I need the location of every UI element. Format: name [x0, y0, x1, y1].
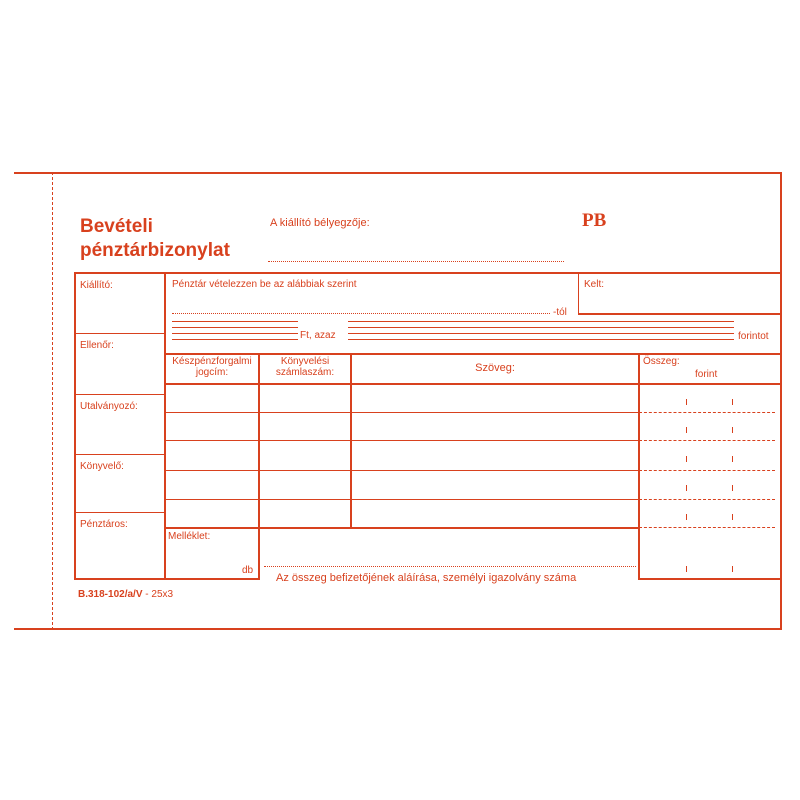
column-header-text: Szöveg: [475, 362, 515, 374]
date-box-bottom [578, 313, 780, 315]
form-code [78, 589, 173, 600]
cashier-label: Pénztáros: [80, 519, 128, 530]
from-suffix: -tól [553, 307, 567, 318]
amount-row-line-4 [639, 499, 775, 500]
form-title-line1: Bevételi [80, 216, 153, 237]
forintot-label: forintot [738, 331, 769, 342]
ft-azaz-label: Ft, azaz [300, 330, 336, 341]
issuer-label: Kiállító: [80, 280, 113, 291]
authorizer-label: Utalványozó: [80, 401, 138, 412]
instruction-text: Pénztár vételezzen be az alábbiak szerint [172, 279, 357, 290]
form-size-text: - 25x3 [145, 589, 174, 600]
amount-tick [732, 566, 733, 572]
amount-line-1 [172, 321, 298, 322]
controller-label: Ellenőr: [80, 340, 114, 351]
attachment-label: Melléklet: [168, 531, 211, 542]
amount-tick [686, 566, 687, 572]
amount-row-line-5 [639, 527, 775, 528]
amount-line-2 [172, 327, 298, 328]
sheet-bottom-border [14, 628, 782, 630]
amount-tick [732, 485, 733, 491]
stamp-line [268, 261, 564, 262]
main-box-bottom [74, 578, 260, 580]
table-row-line-1 [165, 412, 639, 413]
amount-tick [686, 514, 687, 520]
main-box-left [74, 272, 76, 580]
amount-tick [732, 514, 733, 520]
column-header-cash-title [165, 356, 259, 378]
amount-row-line-1 [639, 412, 775, 413]
main-box-top [74, 272, 780, 274]
table-row-line-2 [165, 440, 639, 441]
stub-line [52, 172, 53, 630]
amount-row-line-2 [639, 440, 775, 441]
left-divider-3 [75, 454, 165, 455]
amount-row-line-3 [639, 470, 775, 471]
table-top [164, 353, 780, 355]
column-header-account [259, 356, 351, 378]
table-row-line-4 [165, 499, 639, 500]
column-header-account-text: Könyvelési számlaszám: [275, 356, 335, 378]
column-header-amount: Összeg: [643, 356, 680, 367]
table-body-bottom [164, 527, 640, 529]
words-line-2 [348, 327, 734, 328]
stamp-label: A kiállító bélyegzője: [270, 217, 370, 229]
date-label: Kelt: [584, 279, 605, 290]
amount-tick [686, 399, 687, 405]
words-line-1 [348, 321, 734, 322]
col-divider-1 [258, 353, 260, 579]
amount-unit-label: forint [695, 369, 718, 380]
amount-tick [686, 427, 687, 433]
amount-tick [732, 456, 733, 462]
amount-tick [732, 399, 733, 405]
brand-logo: PB [582, 210, 607, 231]
amount-line-3 [172, 333, 298, 334]
sheet-right-border [780, 172, 782, 630]
amount-tick [732, 427, 733, 433]
table-row-line-3 [165, 470, 639, 471]
date-box-left [578, 273, 579, 313]
amount-tick [686, 456, 687, 462]
amount-box-bottom [638, 578, 780, 580]
column-header-cash-title-text: Készpénzforgalmi jogcím: [172, 356, 252, 378]
words-line-3 [348, 333, 734, 334]
signature-line [264, 566, 636, 567]
left-divider-4 [75, 512, 165, 513]
amount-line-4 [172, 339, 298, 340]
col-divider-3 [638, 353, 640, 579]
form-title-line2: pénztárbizonylat [80, 240, 230, 261]
db-label: db [242, 565, 254, 576]
table-header-bottom [164, 383, 780, 385]
amount-tick [686, 485, 687, 491]
bookkeeper-label: Könyvelő: [80, 461, 124, 472]
left-divider-2 [75, 394, 165, 395]
words-line-4 [348, 339, 734, 340]
left-divider-1 [75, 333, 165, 334]
signature-note: Az összeg befizetőjének aláírása, személyi igazolvány száma [276, 572, 577, 584]
payer-line [172, 313, 550, 314]
form-code-text: B.318-102/a/V [78, 589, 143, 600]
left-col-divider [164, 272, 166, 580]
sheet-top-border [14, 172, 782, 174]
